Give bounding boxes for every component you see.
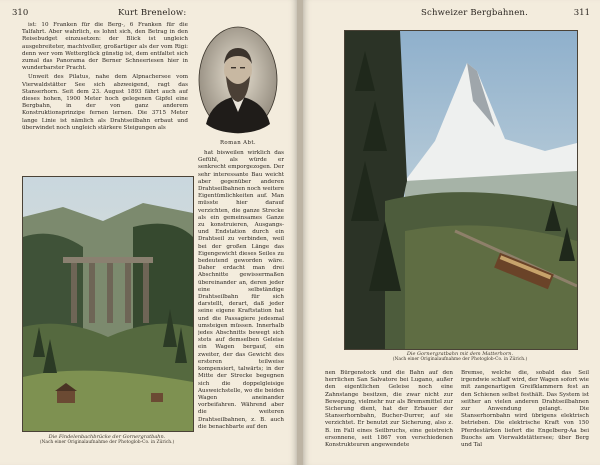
paragraph: Bremse, welche die, sobald das Seil irgendwie schlaff wird, der Wagen sofort wie mit zangenartigen Greifklammern fest an den Schienen selbst festhält. Das System ist seither an vielen anderen Drahtseilbahnen zur Anwendung gelangt. Die Stanserhornbahn wird übrigens elektrisch betrieben. Die elektrische Kraft von 150 Pferdestärken liefert die Engelberg-Aa bei Buochs am Vierwaldstättersee; über Berg und Tal [461, 370, 589, 449]
portrait-caption: Roman Abt. [219, 140, 257, 146]
caption-credit: (Nach einer Originalaufnahme der Photoglob-Co. in Zürich.) [392, 357, 528, 362]
text-column-middle [198, 150, 284, 455]
text-column-top [22, 22, 188, 174]
text-column-bottom-right [461, 370, 589, 460]
caption-credit: (Nach einer Originalaufnahme der Photoglob-Co. in Zürich.) [39, 440, 175, 445]
page-number: 310 [12, 8, 29, 18]
photo-plate-bridge [22, 176, 194, 432]
bridge-photo [23, 177, 193, 431]
running-head: Schweizer Bergbahnen. [421, 8, 529, 18]
page-number: 311 [573, 8, 590, 18]
right-page [303, 0, 600, 465]
matterhorn-photo [345, 31, 577, 349]
photo-plate-matterhorn [344, 30, 578, 350]
plate-caption [341, 351, 579, 363]
text-column-bottom-left [325, 370, 453, 460]
caption-title: Die Findelenbachbrücke der Gornergratbahn. [48, 434, 166, 440]
portrait-image [198, 26, 278, 134]
paragraph: Unweit des Pilatus, nahe dem Alpnachersee vom Vierwaldstätter See sich abzweigend, ragt das Stanserhorn. Seit dem 23. August 1893 fährt auch auf dieses hohen, 1900 Meter hoch gelegenen Gipfel eine Bergbahn, in der von ganz anderem Konstruktionsprinzipe fernen lernen. Die 3715 Meter lange Linie ist nämlich als Drahtseilbahn erbaut und überwindet noch ungleich stärkere Steigungen als [22, 74, 188, 131]
paragraph: hat bisweilen wirklich das Gefühl, als würde er senkrecht emporgezogen. Der sehr interessante Bau weicht aber gegenüber anderen Drahtseilbahnen noch weitere Eigentümlichkeiten auf. Man müsste hier darauf verzichten, die ganze Strecke als ein gemeinsames Ganze zu konstruieren, Ausgangs- und Endstation durch ein Drahtseil zu verbinden, weil bei der großen Länge das Eigengewicht dieses Seiles zu bedeutend geworden wäre. Daher erdacht man drei Abschnitte gewissermaßen übereinander an, deren jeder eine selbständige Drahtseilbahn für sich darstellt, derart, daß jeder seine eigene Kraftstation hat und die Passagiere jedesmal umsteigen müssen. Innerhalb jedes Abschnitts bewegt sich stets auf demselben Geleise ein Wagen bergauf, ein zweiter, der das Gewicht des ersteren teilweise kompensiert, talwärts; in der Mitte der Strecke begegnen sich die doppelgleisige Ausweichstelle, wo die beiden Wagen aneinander vorbeifahren. Während aber die weiteren Drahtseilbahnen, z. B. auch die benachbarte auf den [198, 150, 284, 430]
paragraph: ist: 10 Franken für die Berg-, 6 Franken für die Talfahrt. Aber wahrlich, es lohnt sich, den Betrag in den Reisebudget einzusetzen: der Blick ist ungleich ausgebreiteter, machtvoller, großartiger als der vom Rigi: denn wer vom Wetterglück günstig ist, dem entfaltet sich zumal das Panorama der Berner Schneeriesen hier in wunderbarster Pracht. [22, 22, 188, 72]
plate-caption [18, 434, 196, 446]
portrait-frame [198, 26, 278, 134]
running-head: Kurt Brenelow: [118, 8, 187, 18]
left-page [0, 0, 297, 465]
caption-title: Die Gornergratbahn mit dem Matterhorn. [406, 351, 514, 357]
paragraph: nen Bürgenstock und die Bahn auf den herrlichen San Salvatore bei Lugano, außer den eigentlichen Geleise noch eine Zahnstange besitzen, die zwar nicht zur Bewegung, vielmehr nur als Bremsmittel zur Sicherung dient, hat der Erbauer der Stanserhornbahn, Bucher-Durrer, auf sie verzichtet. Er benutzt zur Sicherung, also z. B. im Fall eines Seilbruchs, eine geistreich ersonnene, seit 1867 von verschiedenen Konstrukteuren angewendete [325, 370, 453, 449]
